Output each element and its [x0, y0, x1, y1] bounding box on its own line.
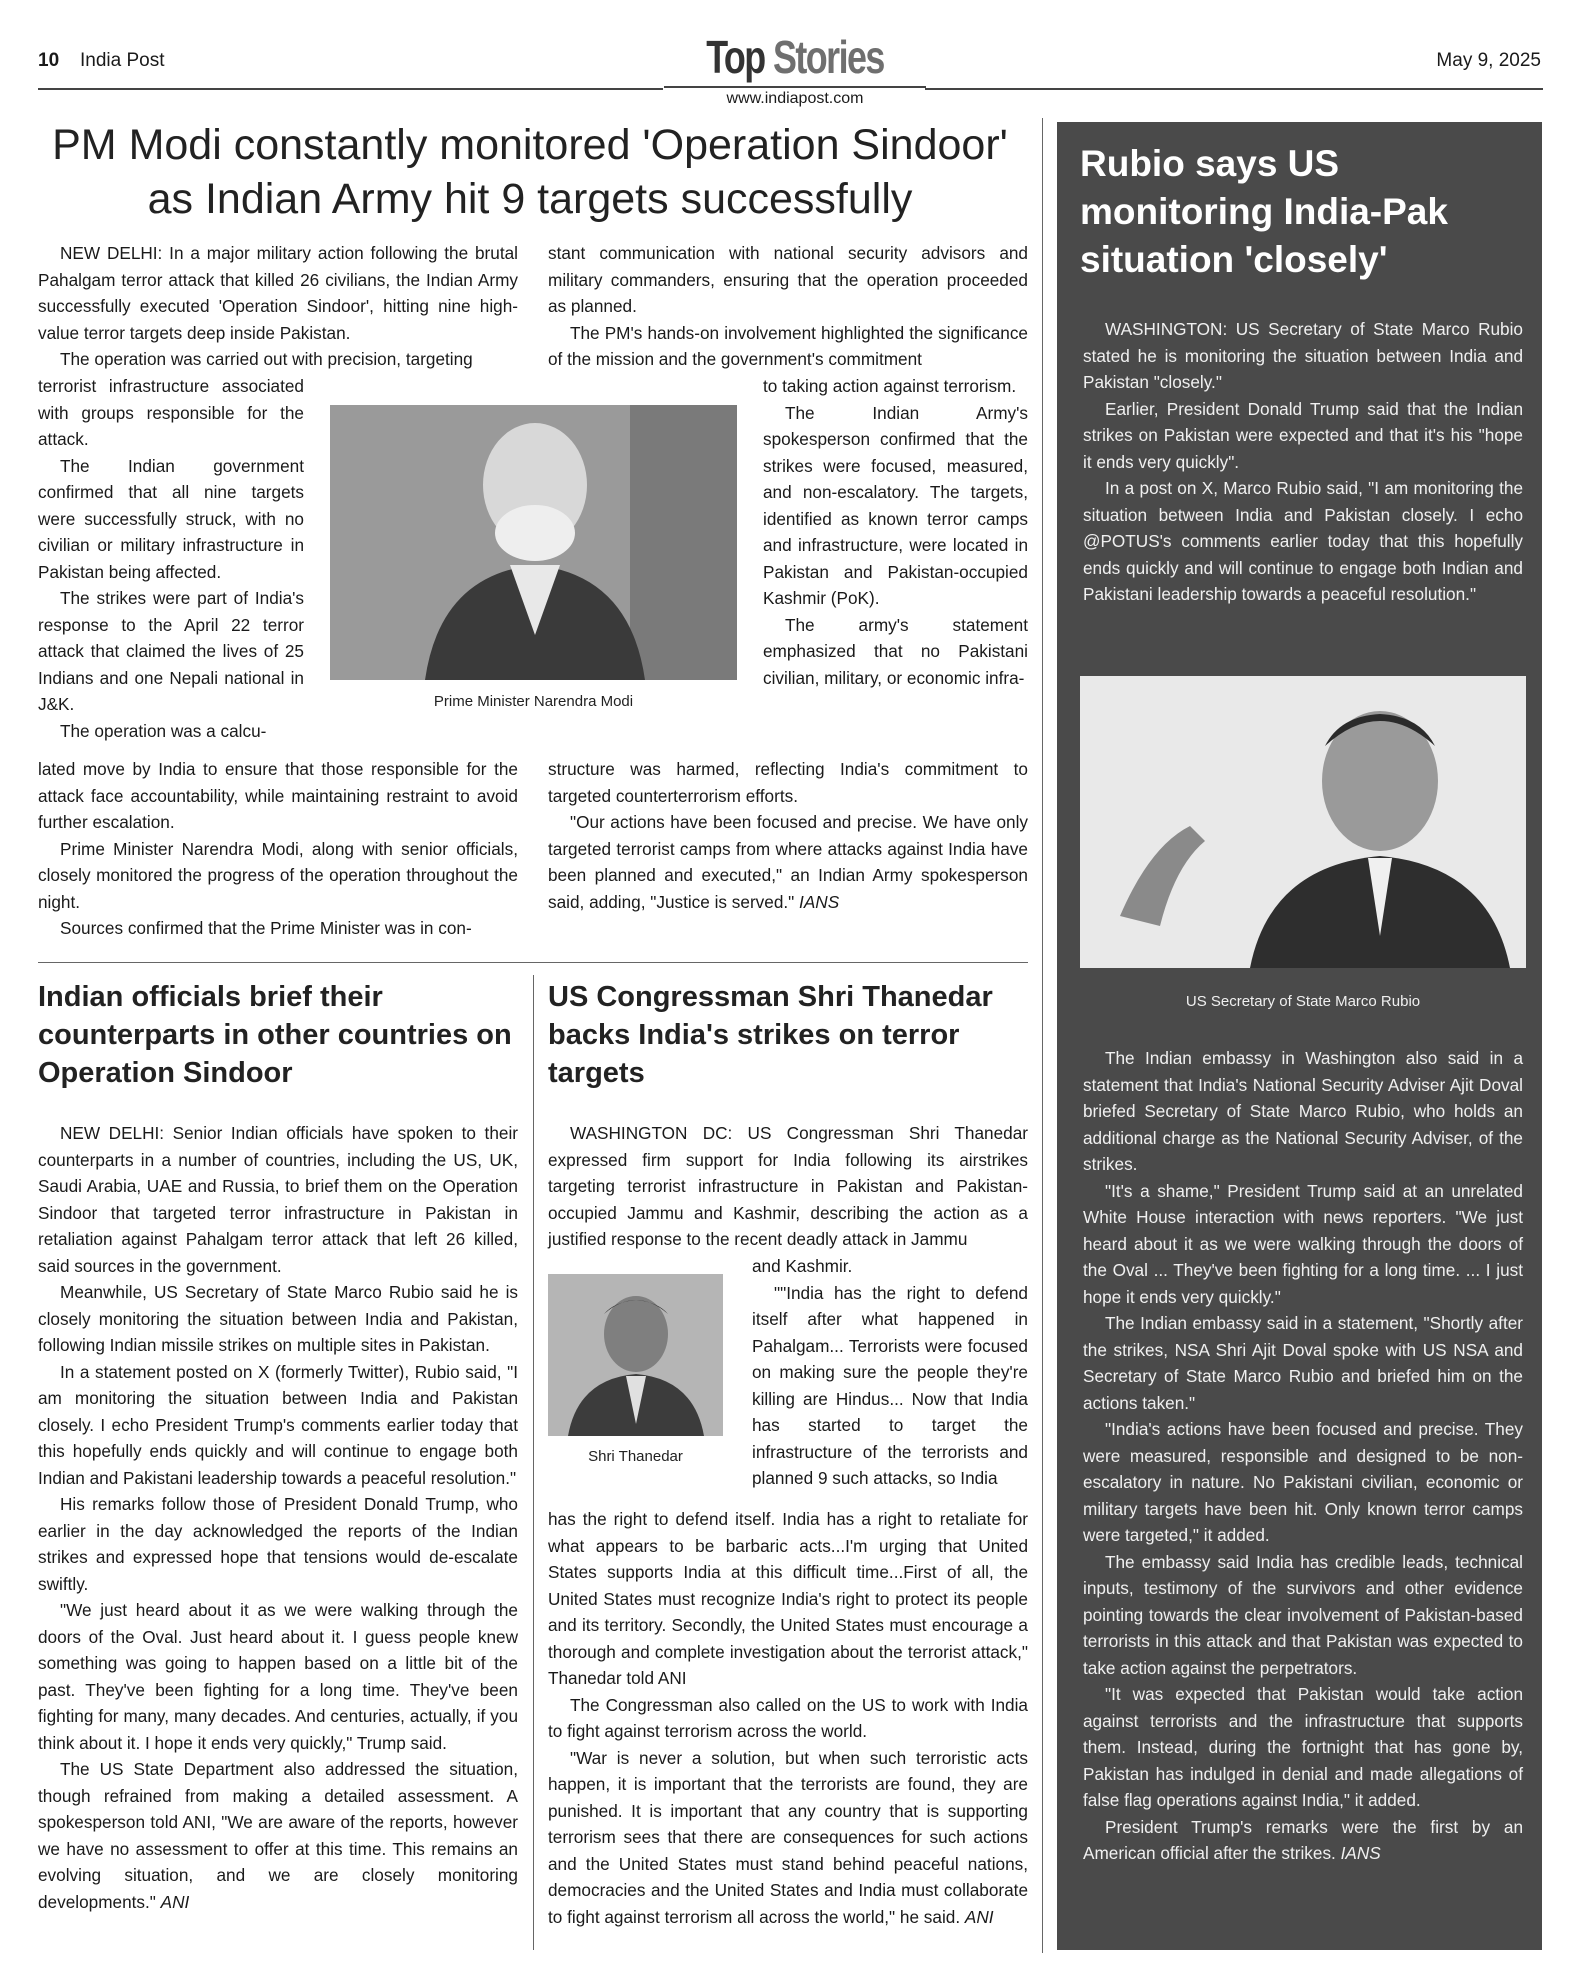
thanedar-story-top — [548, 1120, 1028, 1253]
thanedar-photo-illustration — [548, 1274, 723, 1436]
story-credit: IANS — [799, 891, 840, 912]
paragraph: The operation was carried out with precision, targeting — [60, 349, 473, 369]
paragraph: NEW DELHI: In a major military action following the brutal Pahalgam terror attack that killed 26 civilians, the Indian Army successfully executed 'Operation Sindoor', hitting nine high-value terror targets deep inside Pakistan. — [38, 243, 518, 343]
paragraph: In a post on X, Marco Rubio said, "I am monitoring the situation between India and Pakistan closely. I echo @POTUS's comments earlier today that this hopefully ends quickly and will continue to engage both Indian and Pakistani leadership towards a peaceful resolution." — [1083, 478, 1523, 604]
paragraph: stant communication with national security advisors and military commanders, ensuring that the operation proceeded as planned. — [548, 243, 1028, 316]
header-rule-right — [925, 88, 1543, 90]
paragraph — [548, 809, 1028, 915]
paragraph: "We just heard about it as we were walking through the doors of the Oval. Just heard about it. I guess people knew something was going to happen based on a little bit of the past. They've been fighting for a long time. They've been fighting for many, many decades. And centuries, actually, if you think about it. I hope it ends very quickly," Trump said. — [38, 1600, 518, 1753]
thanedar-headline: US Congressman Shri Thanedar backs India's strikes on terror targets — [548, 981, 993, 1089]
paragraph: NEW DELHI: Senior Indian officials have spoken to their counterparts in a number of countries, including the US, UK, Saudi Arabia, UAE and Russia, to brief them on the Operation Sindoor that targeted terror infrastructure in Pakistan in retaliation against Pahalgam terror attack that left 26 killed, said sources in the government. — [38, 1123, 518, 1276]
rubio-photo — [1080, 676, 1526, 968]
section-divider — [38, 962, 1028, 963]
paragraph: His remarks follow those of President Donald Trump, who earlier in the day acknowledged the reports of the Indian strikes and expressed hope that tensions would de-escalate swiftly. — [38, 1494, 518, 1594]
story-credit: ANI — [160, 1891, 190, 1912]
rubio-photo-caption: US Secretary of State Marco Rubio — [1185, 993, 1421, 1010]
thanedar-photo — [548, 1274, 723, 1436]
paragraph: The PM's hands-on involvement highlighted the significance of the mission and the government's commitment — [548, 322, 1028, 369]
paragraph — [548, 1745, 1028, 1931]
page-number: 10 — [38, 50, 60, 71]
paragraph: terrorist infrastructure associated with groups responsible for the attack. — [38, 376, 304, 449]
paragraph — [38, 1756, 518, 1915]
section-logo — [693, 30, 897, 84]
paragraph: The Congressman also called on the US to work with India to fight against terrorism across the world. — [548, 1694, 1028, 1741]
header-rule-left — [38, 88, 663, 90]
main-headline: PM Modi constantly monitored 'Operation Sindoor' as Indian Army hit 9 targets successfully — [52, 121, 1008, 223]
rubio-photo-illustration — [1080, 676, 1526, 968]
paragraph: The Indian Army's spokesperson confirmed that the strikes were focused, measured, and non-escalatory. The targets, identified as known terror camps and infrastructure, were located in Pakistan and Pakistan-occupied Kashmir (PoK). — [763, 402, 1028, 608]
website-url: www.indiapost.com — [726, 90, 864, 107]
paragraph: Prime Minister Narendra Modi, along with senior officials, closely monitored the progress of the operation throughout the night. — [38, 838, 518, 912]
paragraph: and Kashmir. — [752, 1256, 853, 1276]
closing-text: President Trump's remarks were the first by an American official after the strikes. — [1083, 1816, 1523, 1863]
main-story-col1-wrap — [38, 373, 304, 744]
paragraph: In a statement posted on X (formerly Twitter), Rubio said, "I am monitoring the situation between India and Pakistan closely. I echo President Trump's comments earlier today that this hopefully ends quickly and will continue to engage both Indian and Pakistani leadership towards a peaceful resolution." — [38, 1361, 518, 1488]
paragraph: "India's actions have been focused and precise. They were measured, responsible and designed to be non-escalatory in nature. No Pakistani civilian, economic or military targets have been hit. Only known terror camps were targeted," it added. — [1083, 1419, 1523, 1545]
logo-underline — [664, 86, 926, 88]
paragraph: has the right to defend itself. India has a right to retaliate for what appears to be barbaric acts...I'm urging that United States supports India at this difficult time...First of all, the United States must recognize India's right to protect its people and its territory. Secondly, the United States must encourage a thorough and complete investigation about the terrorist attack," Thanedar told ANI — [548, 1509, 1028, 1688]
story-credit: ANI — [964, 1906, 994, 1927]
paragraph: WASHINGTON DC: US Congressman Shri Thanedar expressed firm support for India following its airstrikes targeting terrorist infrastructure in Pakistan and Pakistan-occupied Jammu and Kashmir, describing the action as a justified response to the recent deadly attack in Jammu — [548, 1123, 1028, 1249]
thanedar-story-wrap — [752, 1253, 1028, 1492]
quote-text: "Our actions have been focused and precise. We have only targeted terrorist camps from where attacks against India have been planned and executed," an Indian Army spokesperson said, adding, "Justice is served." — [548, 812, 1028, 912]
paragraph: Earlier, President Donald Trump said that the Indian strikes on Pakistan were expected and that it's his "hope it ends very quickly". — [1083, 398, 1523, 472]
paragraph: WASHINGTON: US Secretary of State Marco Rubio stated he is monitoring the situation between India and Pakistan "closely." — [1083, 319, 1523, 392]
sidebar-headline: Rubio says US monitoring India-Pak situation 'closely' — [1080, 143, 1448, 280]
section-logo-word-stories: Stories — [773, 31, 884, 83]
paragraph: The Indian embassy said in a statement, "Shortly after the strikes, NSA Shri Ajit Doval spoke with US NSA and Secretary of State Marco Rubio and briefed him on the actions taken." — [1083, 1313, 1523, 1413]
paragraph: The strikes were part of India's response to the April 22 terror attack that claimed the lives of 25 Indians and one Nepali national in J&K. — [38, 588, 304, 714]
paragraph: The operation was a calcu- — [60, 720, 267, 741]
column-divider-lower — [533, 975, 534, 1950]
paragraph: to taking action against terrorism. — [763, 376, 1017, 396]
main-story-col2-bottom — [548, 756, 1028, 915]
column-divider-sidebar — [1042, 118, 1043, 1953]
paragraph — [1083, 1814, 1523, 1867]
sidebar-story-bottom — [1083, 1045, 1523, 1867]
quote-text: The US State Department also addressed the situation, though refrained from making a detailed assessment. A spokesperson told ANI, "We are aware of the reports, however we have no assessment to offer at this time. This remains an evolving situation, and we are closely monitoring developments." — [38, 1759, 518, 1912]
paragraph: The embassy said India has credible leads, technical inputs, testimony of the survivors and other evidence pointing towards the clear involvement of Pakistan-based terrorists in this attack and that Pakistan was expected to take action against the perpetrators. — [1083, 1551, 1523, 1678]
paragraph: "It was expected that Pakistan would take action against terrorists and the infrastructure that supports them. Instead, during the fortnight that has gone by, Pakistan has indulged in denial and made allegations of false flag operations against India," it added. — [1083, 1684, 1523, 1810]
main-story-col2-wrap — [763, 373, 1028, 691]
issue-date: May 9, 2025 — [1436, 50, 1541, 71]
thanedar-photo-caption: Shri Thanedar — [588, 1448, 683, 1465]
main-story-col2-top — [548, 240, 1028, 373]
brief-story-body — [38, 1120, 518, 1915]
paragraph: "It's a shame," President Trump said at an unrelated White House interaction with news reporters. "We just heard about it as we were walking through the doors of the Oval ... They've been fighting for a long time. ... I just hope it ends very quickly." — [1083, 1180, 1523, 1307]
paragraph: lated move by India to ensure that those responsible for the attack face accountability, while maintaining restraint to avoid further escalation. — [38, 759, 518, 832]
paragraph: Sources confirmed that the Prime Minister was in con- — [60, 918, 472, 938]
story-credit: IANS — [1340, 1843, 1381, 1863]
thanedar-story-bottom — [548, 1506, 1028, 1930]
section-logo-word-top: Top — [706, 31, 765, 83]
paragraph: structure was harmed, reflecting India's commitment to targeted counterterrorism efforts. — [548, 759, 1028, 806]
brief-headline: Indian officials brief their counterparts in other countries on Operation Sindoor — [38, 981, 512, 1089]
sidebar-story-top — [1083, 316, 1523, 608]
quote-text: "War is never a solution, but when such terroristic acts happen, it is important that the terrorists are found, they are punished. It is important that any country that is supporting terrorism sees that there are consequences for such actions and the United States must stand behind peaceful nations, democracies and the United States and India must collaborate to fight against terrorism all across the world," he said. — [548, 1747, 1028, 1927]
publication-name: India Post — [80, 50, 165, 71]
paragraph: The Indian embassy in Washington also said in a statement that India's National Security Adviser Ajit Doval briefed Secretary of State Marco Rubio, who holds an additional charge as the National Security Adviser, of the strikes. — [1083, 1048, 1523, 1174]
main-story-col1-bottom — [38, 756, 518, 942]
main-story-col1-top — [38, 240, 518, 373]
modi-photo-illustration — [330, 405, 737, 680]
modi-photo — [330, 405, 737, 680]
paragraph: Meanwhile, US Secretary of State Marco Rubio said he is closely monitoring the situation between India and Pakistan, following Indian missile strikes on multiple sites in Pakistan. — [38, 1282, 518, 1355]
paragraph: The Indian government confirmed that all nine targets were successfully struck, with no civilian or military infrastructure in Pakistan being affected. — [38, 455, 304, 582]
paragraph: The army's statement emphasized that no Pakistani civilian, military, or economic infra- — [763, 614, 1028, 688]
paragraph: ""India has the right to defend itself after what happened in Pahalgam... Terrorists were focused on making sure the people they're killing are Hindus... Now that India has started to target the infrastructure of the terrorists and planned 9 such attacks, so India — [752, 1282, 1028, 1488]
modi-photo-caption: Prime Minister Narendra Modi — [433, 693, 634, 710]
